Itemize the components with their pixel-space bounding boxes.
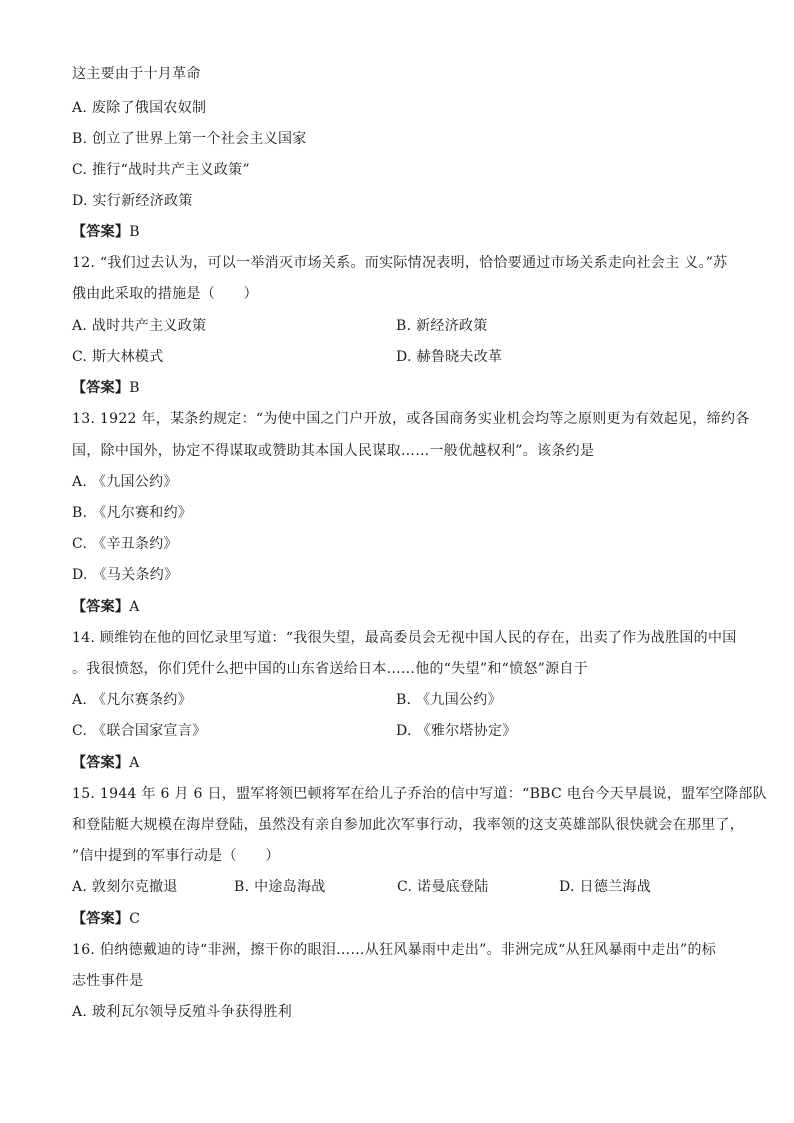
answer-label: 【答案】 (72, 755, 130, 771)
q15-option-c: C. 诺曼底登陆 (397, 879, 489, 895)
q12-option-d: D. 赫鲁晓夫改革 (396, 349, 503, 365)
q11-answer (72, 220, 732, 244)
q16-stem-line1: 16. 伯纳德戴迪的诗“非洲，擦干你的眼泪……从狂风暴雨中走出”。非洲完成“从狂风暴雨中走出”的标 (72, 942, 717, 958)
q14-option-c: C. 《联合国家宣言》 (72, 723, 207, 739)
q15-stem-line1: 15. 1944 年 6 月 6 日，盟军将领巴顿将军在给儿子乔治的信中写道：“BBC 电台今天早晨说，盟军空降部队 (72, 786, 767, 802)
q15-answer (72, 907, 732, 931)
q13-option-d: D. 《马关条约》 (72, 567, 179, 583)
q14-option-d: D. 《雅尔塔协定》 (396, 723, 517, 739)
answer-label: 【答案】 (72, 599, 130, 615)
answer-value: C (129, 911, 141, 927)
answer-value: B (129, 380, 140, 396)
q11-option-a: A. 废除了俄国农奴制 (72, 100, 207, 116)
q13-option-b: B. 《凡尔赛和约》 (72, 505, 193, 521)
q13-stem-line2: 国，除中国外，协定不得谋取或赞助其本国人民谋取……一般优越权利”。该条约是 (72, 443, 595, 459)
answer-value: A (129, 755, 140, 771)
q15-option-a: A. 敦刻尔克撤退 (72, 879, 178, 895)
q12-option-a: A. 战时共产主义政策 (72, 318, 207, 334)
answer-label: 【答案】 (72, 224, 130, 240)
answer-value: A (129, 599, 140, 615)
q13-option-a: A. 《九国公约》 (72, 474, 178, 490)
q11-option-d: D. 实行新经济政策 (72, 193, 193, 209)
q15-stem-line3: ”信中提到的军事行动是（ ） (72, 848, 280, 864)
q14-stem-line2: 。我很愤怒，你们凭什么把中国的山东省送给日本……他的“失望”和“愤怒”源自于 (72, 661, 589, 677)
q12-option-b: B. 新经济政策 (396, 318, 488, 334)
q11-stem: 这主要由于十月革命 (72, 66, 201, 82)
answer-label: 【答案】 (72, 911, 130, 927)
q15-option-d: D. 日德兰海战 (559, 879, 652, 895)
q13-answer (72, 595, 732, 619)
q13-option-c: C. 《辛丑条约》 (72, 536, 178, 552)
q12-stem-line1: 12. “我们过去认为，可以一举消灭市场关系。而实际情况表明，恰恰要通过市场关系走向社会主 义。”苏 (72, 255, 728, 271)
q16-option-a: A. 玻利瓦尔领导反殖斗争获得胜利 (72, 1004, 293, 1020)
q15-option-b: B. 中途岛海战 (234, 879, 326, 895)
q15-stem-line2: 和登陆艇大规模在海岸登陆，虽然没有亲自参加此次军事行动，我率领的这支英雄部队很快就会在那里了， (72, 817, 745, 833)
answer-label: 【答案】 (72, 380, 130, 396)
q16-stem-line2: 志性事件是 (72, 973, 144, 989)
q14-answer (72, 751, 732, 775)
q11-option-b: B. 创立了世界上第一个社会主义国家 (72, 131, 307, 147)
answer-value: B (129, 224, 140, 240)
q12-options-row2 (72, 345, 732, 369)
q14-options-row1 (72, 688, 732, 712)
q14-option-a: A. 《凡尔赛条约》 (72, 692, 193, 708)
q14-options-row2 (72, 719, 732, 743)
q12-answer (72, 376, 732, 400)
q14-option-b: B. 《九国公约》 (396, 692, 502, 708)
q12-option-c: C. 斯大林模式 (72, 349, 164, 365)
q15-options-row (72, 875, 732, 899)
q12-stem-line2: 俄由此采取的措施是（ ） (72, 286, 258, 302)
q14-stem-line1: 14. 顾维钧在他的回忆录里写道：“我很失望，最高委员会无视中国人民的存在，出卖了作为战胜国的中国 (72, 630, 737, 646)
q11-option-c: C. 推行“战时共产主义政策” (72, 162, 250, 178)
q13-stem-line1: 13. 1922 年，某条约规定：“为使中国之门户开放，或各国商务实业机会均等之原则更为有效起见，缔约各 (72, 411, 750, 427)
q12-options-row1 (72, 314, 732, 338)
